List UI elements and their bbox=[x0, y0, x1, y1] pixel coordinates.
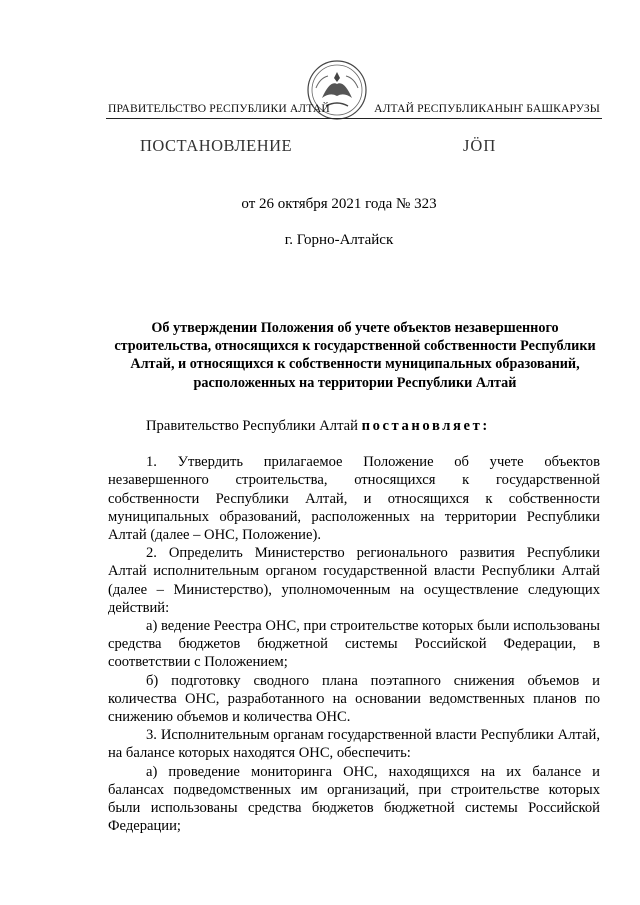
paragraph-2b: б) подготовку сводного плана поэтапного снижения объемов и количества ОНС, разработанного на основании ведомственных планов по снижению объемов и количества ОНС. bbox=[108, 672, 600, 726]
paragraph-1: 1. Утвердить прилагаемое Положение об учете объектов незавершенного строительства, относящихся к государственной собственности Республики Алтай, и относящихся к собственности муниципальных образований, расположенных на территории Республики Алтай (далее – ОНС, Положение). bbox=[108, 454, 600, 544]
header-org-left: ПРАВИТЕЛЬСТВО РЕСПУБЛИКИ АЛТАЙ bbox=[108, 102, 330, 115]
document-title: Об утверждении Положения об учете объектов незавершенного строительства, относящихся к государственной собственности Республики Алтай, и относящихся к собственности муниципальных образований, расположенных на территории Республики Алтай bbox=[114, 320, 596, 391]
document-date-number: от 26 октября 2021 года № 323 bbox=[241, 196, 437, 212]
document-body bbox=[108, 417, 600, 835]
header-org-right: АЛТАЙ РЕСПУБЛИКАНЫҤ БАШКАРУЗЫ bbox=[374, 102, 600, 115]
header-divider bbox=[106, 118, 602, 119]
paragraph-3: 3. Исполнительным органам государственной власти Республики Алтай, на балансе которых находятся ОНС, обеспечить: bbox=[108, 727, 600, 762]
intro-prefix: Правительство Республики Алтай bbox=[146, 418, 362, 434]
doc-type-altai: ЈӦП bbox=[463, 136, 497, 155]
paragraph-2a: а) ведение Реестра ОНС, при строительстве которых были использованы средства бюджетов бюджетной системы Российской Федерации, в соответствии с Положением; bbox=[108, 618, 600, 671]
paragraph-2: 2. Определить Министерство регионального развития Республики Алтай исполнительным органом государственной власти Республики Алтай (далее – Министерство), уполномоченным на осуществление следующих действий: bbox=[108, 545, 600, 616]
doc-type-russian: ПОСТАНОВЛЕНИЕ bbox=[140, 136, 293, 155]
intro-paragraph bbox=[108, 417, 600, 435]
document-city: г. Горно-Алтайск bbox=[284, 232, 394, 248]
paragraph-3a: а) проведение мониторинга ОНС, находящихся на их балансе и балансах подведомственных им организаций, при строительстве которых были использованы средства бюджетов бюджетной системы Российской Федерации; bbox=[108, 763, 600, 835]
intro-resolves: постановляет: bbox=[361, 418, 490, 434]
